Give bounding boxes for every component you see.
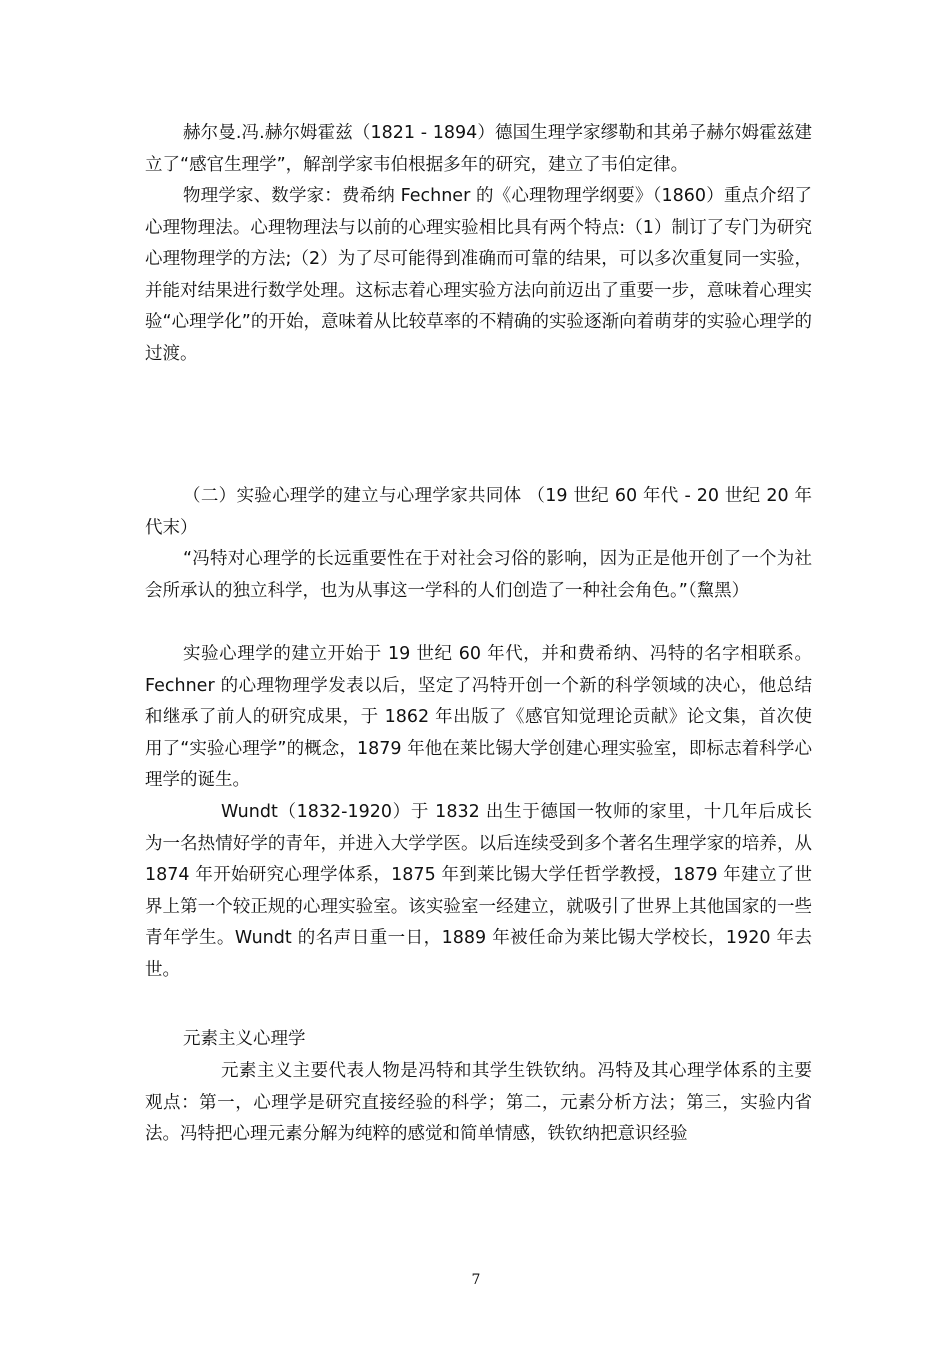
paragraph-wundt-bio: Wundt（1832-1920）于 1832 出生于德国一牧师的家里，十几年后成长为一名热情好学的青年，并进入大学学医。以后连续受到多个著名生理学家的培养，从 1874 年开始研究心理学体系，1875 年到莱比锡大学任哲学教授，1879 年建立了世界上第一个较正规的心理实验室。该实验室一经建立，就吸引了世界上其他国家的一些青年学生。Wundt 的名声日重一日，1889 年被任命为莱比锡大学校长，1920 年去世。 — [145, 802, 812, 980]
subheading-structuralism: 元素主义心理学 — [183, 1029, 306, 1049]
paragraph-founding: 实验心理学的建立开始于 19 世纪 60 年代，并和费希纳、冯特的名字相联系。Fechner 的心理物理学发表以后，坚定了冯特开创一个新的科学领域的决心，他总结和继承了前人的研究成果，于 1862 年出版了《感官知觉理论贡献》论文集，首次使用了“实验心理学”的概念，1879 年他在莱比锡大学创建心理实验室，即标志着科学心理学的诞生。 — [145, 644, 812, 791]
paragraph-helmholtz: 赫尔曼.冯.赫尔姆霍兹（1821 - 1894）德国生理学家缪勒和其弟子赫尔姆霍兹建立了“感官生理学”，解剖学家韦伯根据多年的研究，建立了韦伯定律。 — [145, 123, 812, 175]
paragraph-fechner: 物理学家、数学家：费希纳 Fechner 的《心理物理学纲要》（1860）重点介绍了心理物理法。心理物理法与以前的心理实验相比具有两个特点:（1）制订了专门为研究心理物理学的方法;（2）为了尽可能得到准确而可靠的结果，可以多次重复同一实验，并能对结果进行数学处理。这标志着心理实验方法向前迈出了重要一步，意味着心理实验“心理学化”的开始，意味着从比较草率的不精确的实验逐渐向着萌芽的实验心理学的过渡。 — [145, 186, 812, 364]
page-number: 7 — [471, 1272, 481, 1288]
quote-paragraph: “冯特对心理学的长远重要性在于对社会习俗的影响，因为正是他开创了一个为社会所承认的独立科学，也为从事这一学科的人们创造了一种社会角色。”（黧黑） — [145, 549, 812, 601]
section-heading: （二）实验心理学的建立与心理学家共同体 （19 世纪 60 年代 - 20 世纪 20 年代末） — [145, 486, 812, 538]
paragraph-structuralism: 元素主义主要代表人物是冯特和其学生铁钦纳。冯特及其心理学体系的主要观点：第一，心理学是研究直接经验的科学；第二，元素分析方法；第三，实验内省法。冯特把心理元素分解为纯粹的感觉和简单情感，铁钦纳把意识经验 — [145, 1061, 812, 1145]
